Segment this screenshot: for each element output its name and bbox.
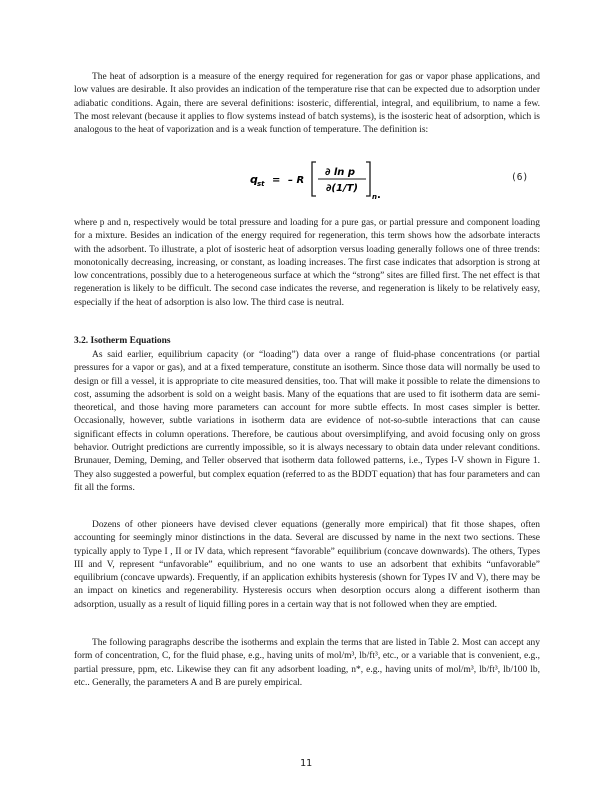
- paragraph-following: [74, 637, 540, 690]
- paragraph-where-p-and-n: [74, 217, 540, 310]
- paragraph-3-text: As said earlier, equilibrium capacity (or “loading”) data over a range of fluid-phase concentrations (or partial pressures for a vapor or gas), and at a fixed temperature, constitute an isotherm. Since those data will normally be used to design or fill a vessel, it is appropriate to cite measured densities, too. That will make it possible to relate the dimensions to cost, assuming the adsorbent is sold on a weight basis. Many of the equations that are used to fit isotherm data are semi-theoretical, and those having more parameters can account for more subtle effects. In most cases simpler is better. Occasionally, however, subtle variations in isotherm data are evidence of not-so-subtle interactions that can cause significant effects in column operations. Therefore, be cautious about oversimplifying, and avoid focusing only on gross behavior. Outright predictions are currently impossible, so it is always necessary to obtain data under relevant conditions. Brunauer, Deming, Deming, and Teller observed that isotherm data followed patterns, i.e., Types I-V shown in Figure 1. They also suggested a powerful, but complex equation (referred to as the BDDT equation) that has four parameters and can fit all the forms.: [74, 350, 540, 493]
- paragraph-isotherm-intro: [74, 349, 540, 495]
- eq-minus-r: – R: [288, 175, 305, 186]
- page-number: 11: [299, 758, 313, 769]
- paragraph-5-text: The following paragraphs describe the isotherms and explain the terms that are listed in Table 2. Most can accept any form of concentration, C, for the fluid phase, e.g., having units of mol/m³, lb/ft³, etc., or a variable that is convenient, e.g., partial pressure, ppm, etc. Likewise they can fit any adsorbent loading, n*, e.g., having units of mol/m³, lb/ft³, lb/100 lb, etc.. Generally, the parameters A and B are purely empirical.: [74, 638, 540, 688]
- eq-right-bracket: [366, 162, 370, 196]
- paragraph-1-text: The heat of adsorption is a measure of the energy required for regeneration for gas or vapor phase applications, and low values are desirable. It also provides an indication of the temperature rise that can be expected due to adsorption under adiabatic conditions. Again, there are several definitions: isosteric, differential, integral, and equilibrium, to name a few. The most relevant (because it applies to flow systems instead of batch systems), is the isosteric heat of adsorption, which is analogous to the heat of vaporization and is a weak function of temperature. The definition is:: [74, 72, 540, 136]
- eq-period: .: [377, 190, 381, 201]
- equation-number: (6): [511, 172, 529, 183]
- equation-graphic: [246, 158, 406, 202]
- eq-equals: =: [272, 175, 281, 186]
- paragraph-4-text: Dozens of other pioneers have devised clever equations (generally more empirical) that fit those shapes, often accounting for seemingly minor distinctions in the data. Several are discussed by name in the next two sections. These typically apply to Type I , II or IV data, which represent “favorable” equilibrium (concave downwards). The others, Types III and V, represent “unfavorable” equilibrium, and no one wants to use an adsorbent that exhibits “unfavorable” equilibrium (concave upwards). Frequently, if an application exhibits hysteresis (shown for Types IV and V), there may be an impact on kinetics and regenerability. Hysteresis occurs when desorption occurs along a different isotherm than adsorption, usually as a result of liquid filling pores in a certain way that is not followed when they are emptied.: [74, 520, 540, 610]
- section-heading: 3.2. Isotherm Equations: [74, 336, 171, 346]
- eq-lhs: q: [250, 173, 258, 186]
- paragraph-heat-of-adsorption: [74, 71, 540, 137]
- eq-subscript-n: n: [372, 193, 377, 201]
- eq-numerator: ∂ ln p: [324, 167, 356, 178]
- eq-left-bracket: [312, 162, 316, 196]
- eq-denominator: ∂(1/T): [325, 183, 359, 194]
- paragraph-2-text: where p and n, respectively would be total pressure and loading for a pure gas, or partial pressure and component loading for a mixture. Besides an indication of the energy required for regeneration, this term shows how the adsorbate interacts with the adsorbent. To illustrate, a plot of isosteric heat of adsorption versus loading generally follows one of three trends: monotonically decreasing, increasing, or constant, as loading increases. The first case indicates that adsorption is strong at low concentrations, possibly due to a heterogeneous surface at which the “strong” sites are filled first. The net effect is that regeneration is likely to be difficult. The second case indicates the reverse, and regeneration is likely to be relatively easy, especially if the heat of adsorption is also low. The third case is neutral.: [74, 218, 540, 308]
- paragraph-pioneers: [74, 519, 540, 612]
- eq-lhs-subscript: st: [257, 180, 265, 188]
- equation-6: [246, 158, 406, 202]
